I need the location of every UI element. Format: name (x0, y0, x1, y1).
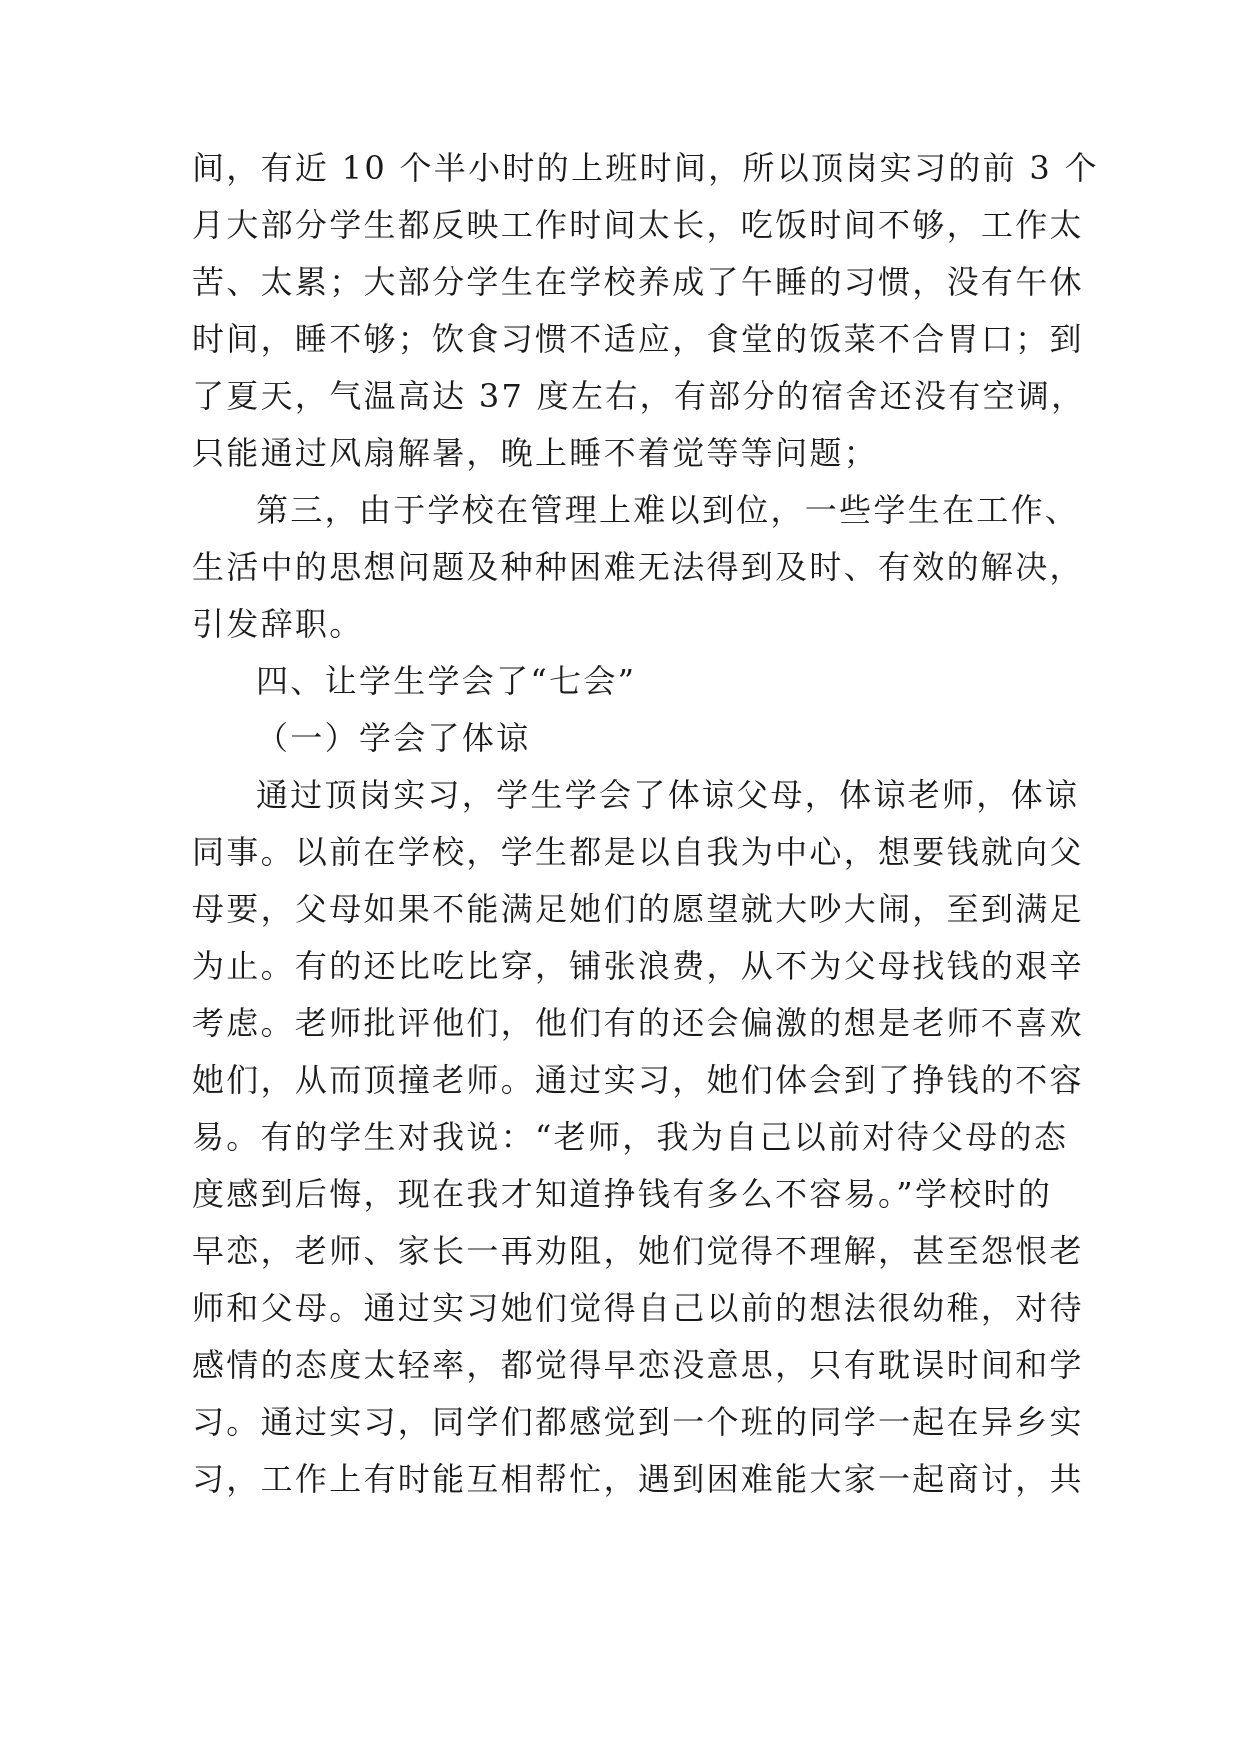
text-line: 同事。以前在学校，学生都是以自我为中心，想要钱就向父 (192, 833, 1084, 871)
subsection-heading: （一）学会了体谅 (256, 719, 531, 757)
paragraph-start-line: 通过顶岗实习，学生学会了体谅父母，体谅老师，体谅 (256, 776, 1080, 814)
text-line: 母要，父母如果不能满足她们的愿望就大吵大闹，至到满足 (192, 890, 1084, 928)
paragraph-start-line: 第三，由于学校在管理上难以到位，一些学生在工作、 (256, 491, 1080, 529)
text-line: 易。有的学生对我说：“老师，我为自己以前对待父母的态 (192, 1118, 1069, 1156)
text-line: 时间，睡不够；饮食习惯不适应，食堂的饭菜不合胃口；到 (192, 320, 1084, 358)
text-line: 引发辞职。 (192, 605, 364, 643)
text-line: 考虑。老师批评他们，他们有的还会偏激的想是老师不喜欢 (192, 1004, 1084, 1042)
text-line: 习。通过实习，同学们都感觉到一个班的同学一起在异乡实 (192, 1403, 1084, 1441)
text-line: 苦、太累；大部分学生在学校养成了午睡的习惯，没有午休 (192, 263, 1084, 301)
section-heading: 四、让学生学会了“七会” (256, 662, 637, 700)
text-line: 间，有近 10 个半小时的上班时间，所以顶岗实习的前 3 个 (192, 149, 1099, 187)
text-line: 月大部分学生都反映工作时间太长，吃饭时间不够，工作太 (192, 206, 1084, 244)
text-line: 习，工作上有时能互相帮忙，遇到困难能大家一起商讨，共 (192, 1460, 1084, 1498)
text-line: 了夏天，气温高达 37 度左右，有部分的宿舍还没有空调， (192, 377, 1086, 415)
text-line: 生活中的思想问题及种种困难无法得到及时、有效的解决， (192, 548, 1084, 586)
text-line: 只能通过风扇解暑，晚上睡不着觉等等问题； (192, 434, 879, 472)
text-line: 度感到后悔，现在我才知道挣钱有多么不容易。”学校时的 (192, 1175, 1053, 1213)
text-line: 感情的态度太轻率，都觉得早恋没意思，只有耽误时间和学 (192, 1346, 1084, 1384)
text-line: 早恋，老师、家长一再劝阻，她们觉得不理解，甚至怨恨老 (192, 1232, 1084, 1270)
text-line: 师和父母。通过实习她们觉得自己以前的想法很幼稚，对待 (192, 1289, 1084, 1327)
text-line: 为止。有的还比吃比穿，铺张浪费，从不为父母找钱的艰辛 (192, 947, 1084, 985)
text-line: 她们，从而顶撞老师。通过实习，她们体会到了挣钱的不容 (192, 1061, 1084, 1099)
